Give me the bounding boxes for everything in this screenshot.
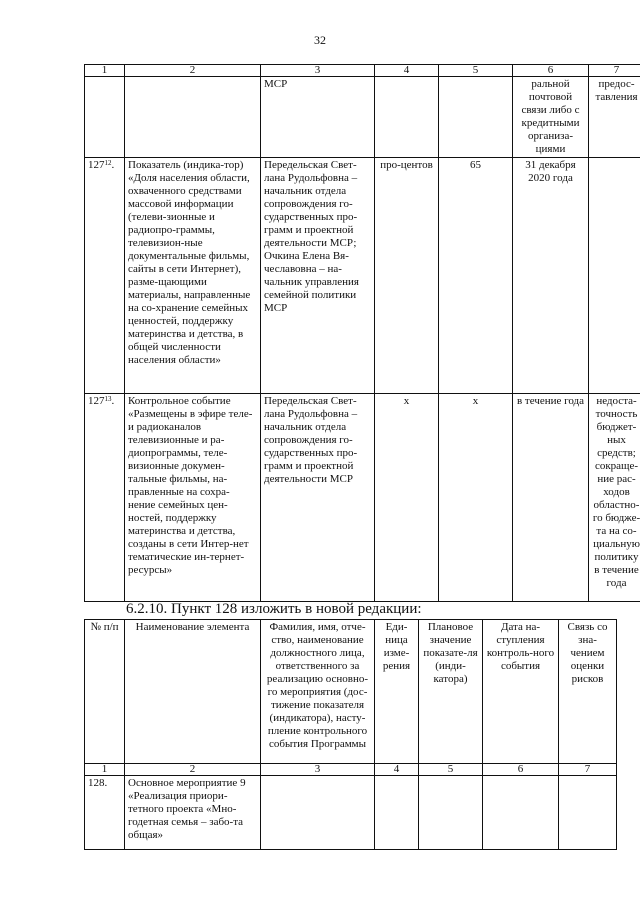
column-number: 6 [513,65,589,77]
cell-unit [375,77,439,158]
cell-risk: предос-тавления [589,77,640,158]
column-number: 2 [125,65,261,77]
column-number: 5 [439,65,513,77]
cell-date: 31 декабря 2020 года [513,158,589,394]
cell-planned [439,77,513,158]
cell-unit: х [375,394,439,602]
row-number-superscript: 12 [104,159,112,167]
header-unit: Еди-ница изме-рения [375,620,419,764]
table-row [85,77,640,158]
column-number-row [85,65,640,77]
header-event-date: Дата на-ступления контроль-ного события [483,620,559,764]
column-number: 7 [559,764,617,776]
header-number: № п/п [85,620,125,764]
cell-name: Основное мероприятие 9 «Реализация приори-тетного проекта «Мно-годетная семья – забо-та общая» [125,776,261,850]
column-number: 4 [375,764,419,776]
page-number: 32 [314,33,326,47]
measures-table-continued [84,64,640,602]
cell-responsible: Передельская Свет-лана Рудольфовна – начальник отдела сопровождения го-сударственных про-грамм и проектной деятельности МСР; Очкина Елена Вя-чеславовна – на-чальник управления семейной политики МСР [261,158,375,394]
column-number: 1 [85,764,125,776]
column-number: 6 [483,764,559,776]
header-risk-link: Связь со зна-чением оценки рисков [559,620,617,764]
cell-number: $127^{13}$. [85,394,125,602]
cell-number [85,77,125,158]
cell-date [483,776,559,850]
column-number: 2 [125,764,261,776]
column-number: 3 [261,764,375,776]
table-row [85,776,617,850]
cell-unit: про-центов [375,158,439,394]
header-row [85,620,617,764]
column-number: 4 [375,65,439,77]
column-number: 1 [85,65,125,77]
header-responsible: Фамилия, имя, отче-ство, наименование должностного лица, ответственного за реализацию основно-го мероприятия (дос-тижение показателя (индикатора), насту-пление контрольного события Программы [261,620,375,764]
section-heading: 6.2.10. Пункт 128 изложить в новой редакции: [126,601,422,617]
table-row [85,394,640,602]
cell-number: $127^{12}$. [85,158,125,394]
measures-table-new [84,619,617,850]
header-planned-value: Плановое значение показате-ля (инди-катора) [419,620,483,764]
cell-date: в течение года [513,394,589,602]
cell-planned [419,776,483,850]
cell-unit [375,776,419,850]
row-number: 127 [88,395,105,407]
row-number: 127 [88,159,105,171]
header-element-name: Наименование элемента [125,620,261,764]
column-number: 3 [261,65,375,77]
cell-responsible: МСР [261,77,375,158]
cell-risk [589,158,640,394]
cell-responsible: Передельская Свет-лана Рудольфовна – начальник отдела сопровождения го-сударственных про-грамм и проектной деятельности МСР [261,394,375,602]
cell-number: 128. [85,776,125,850]
column-number-row [85,764,617,776]
table-row [85,158,640,394]
cell-risk: недоста-точность бюджет-ных средств; сокраще-ние рас-ходов областно-го бюдже-та на со-циальную политику в течение года [589,394,640,602]
cell-responsible [261,776,375,850]
cell-name: Контрольное событие «Размещены в эфире теле- и радиоканалов телевизионные и ра-диопрограммы, теле-визионные докумен-тальные фильмы, на-правленные на сохра-нение семейных цен-ностей, поддержку материнства и детства, созданы в сети Интер-нет тематические ин-тернет-ресурсы» [125,394,261,602]
cell-planned: х [439,394,513,602]
cell-planned: 65 [439,158,513,394]
cell-risk [559,776,617,850]
row-number-superscript: 13 [104,395,112,403]
cell-name: Показатель (индика-тор) «Доля населения области, охваченного средствами массовой информации (телеви-зионные и радиопро-граммы, телевизион-ные документальные фильмы, сайты в сети Интернет), разме-щающими материалы, направленные на со-хранение семейных ценностей, поддержку материнства и детства, в общей численности населения области» [125,158,261,394]
cell-date: ральной почтовой связи либо с кредитными организа-циями [513,77,589,158]
cell-name [125,77,261,158]
column-number: 5 [419,764,483,776]
column-number: 7 [589,65,640,77]
